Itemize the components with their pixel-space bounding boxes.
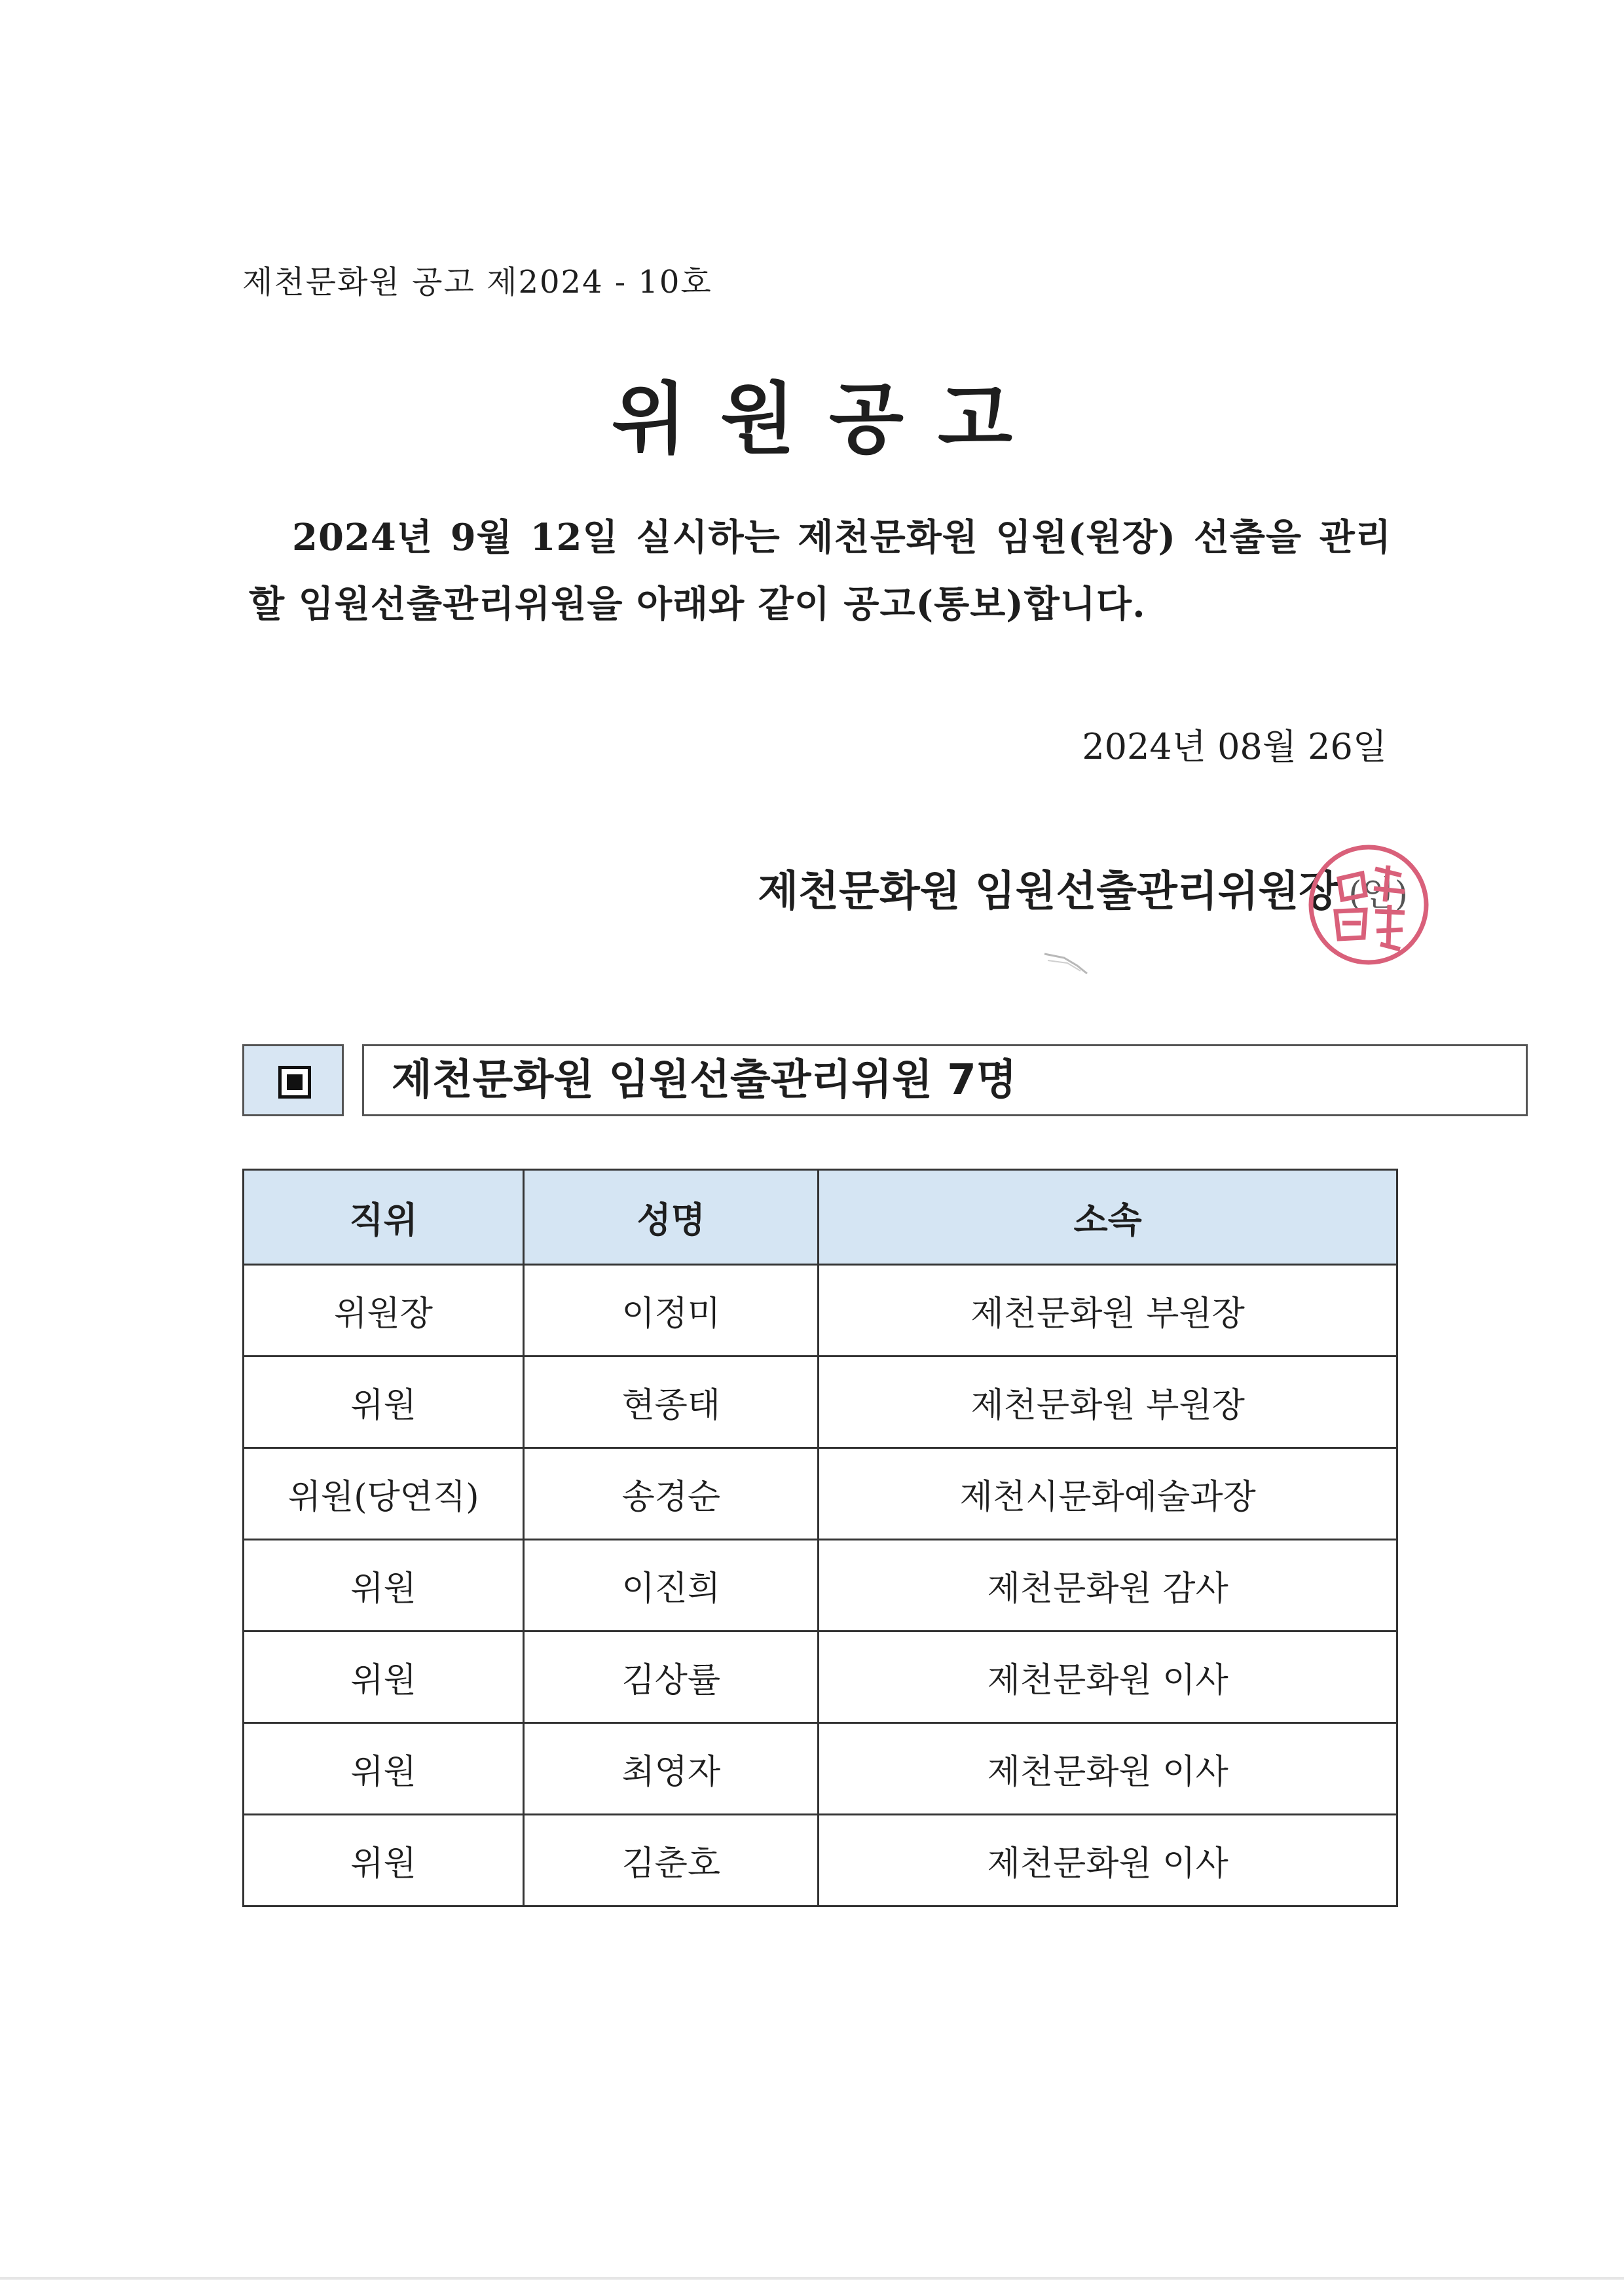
cell-position: 위원(당연직)	[244, 1448, 524, 1540]
document-date: 2024년 08월 26일	[1082, 726, 1387, 767]
table-row	[244, 1357, 1397, 1448]
header-affiliation: 소속	[819, 1170, 1397, 1265]
table-header-row	[244, 1170, 1397, 1265]
cell-position: 위원	[244, 1357, 524, 1448]
cell-position: 위원	[244, 1723, 524, 1815]
table-row	[244, 1723, 1397, 1815]
cell-position: 위원	[244, 1540, 524, 1631]
cell-affiliation: 제천문화원 이사	[819, 1631, 1397, 1723]
header-position: 직위	[244, 1170, 524, 1265]
cell-name: 김상률	[524, 1631, 819, 1723]
table-row	[244, 1448, 1397, 1540]
cell-affiliation: 제천문화원 이사	[819, 1815, 1397, 1906]
members-table	[242, 1169, 1398, 1907]
cell-position: 위원장	[244, 1265, 524, 1357]
section-marker-box	[242, 1044, 344, 1116]
cell-affiliation: 제천문화원 감사	[819, 1540, 1397, 1631]
section-heading	[242, 1044, 1408, 1123]
cell-name: 현종태	[524, 1357, 819, 1448]
seal-mark: (인)	[1348, 875, 1408, 914]
cell-name: 최영자	[524, 1723, 819, 1815]
cell-position: 위원	[244, 1631, 524, 1723]
header-name: 성명	[524, 1170, 819, 1265]
scan-smudge	[1041, 946, 1094, 979]
issuer-title: 제천문화원 임원선출관리위원장	[758, 867, 1340, 916]
notice-number: 제천문화원 공고 제2024 - 10호	[242, 264, 712, 301]
cell-name: 이정미	[524, 1265, 819, 1357]
cell-affiliation: 제천문화원 부원장	[819, 1265, 1397, 1357]
official-seal-stamp	[1303, 839, 1434, 970]
table-row	[244, 1265, 1397, 1357]
cell-name: 송경순	[524, 1448, 819, 1540]
cell-name: 김춘호	[524, 1815, 819, 1906]
body-paragraph: 2024년 9월 12일 실시하는 제천문화원 임원(원장) 선출을 관리할 임원선출관리위원을 아래와 같이 공고(통보)합니다.	[249, 516, 1392, 626]
scan-bottom-edge	[0, 2277, 1624, 2280]
table-row	[244, 1631, 1397, 1723]
filled-square-icon	[278, 1066, 311, 1099]
section-title: 제천문화원 임원선출관리위원 7명	[362, 1044, 1528, 1116]
cell-affiliation: 제천문화원 부원장	[819, 1357, 1397, 1448]
document-title: 위원공고	[612, 374, 1046, 464]
table-row	[244, 1815, 1397, 1906]
cell-affiliation: 제천시문화예술과장	[819, 1448, 1397, 1540]
table-row	[244, 1540, 1397, 1631]
cell-affiliation: 제천문화원 이사	[819, 1723, 1397, 1815]
cell-name: 이진희	[524, 1540, 819, 1631]
cell-position: 위원	[244, 1815, 524, 1906]
